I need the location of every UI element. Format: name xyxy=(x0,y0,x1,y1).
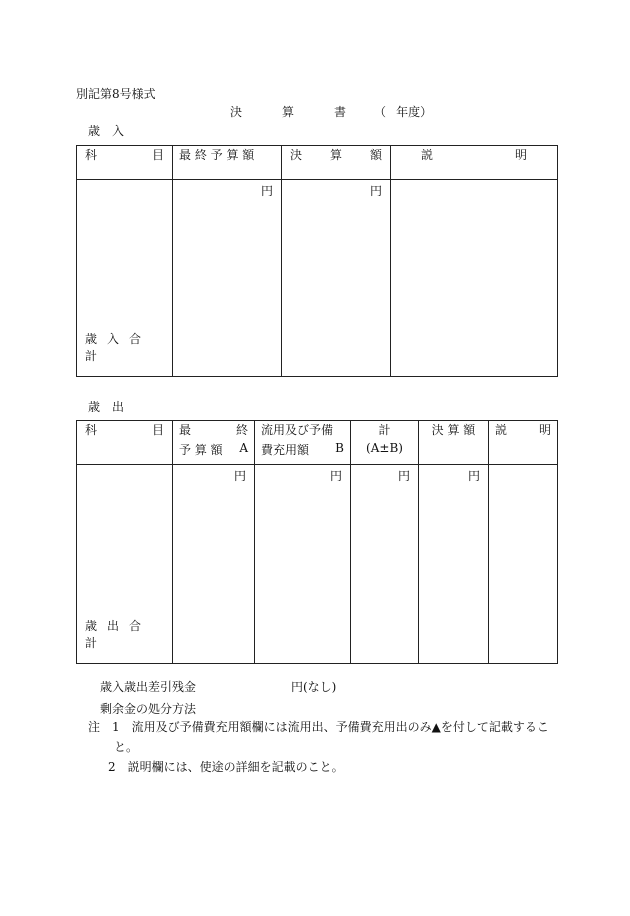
note-1-continuation: と。 xyxy=(114,740,139,754)
header-settlement: 決 算 額 xyxy=(419,421,489,465)
final-budget-cell xyxy=(173,180,282,377)
header-transfer-b: 流用及び予備 費充用額 B xyxy=(255,421,351,465)
balance-label: 歳入歳出差引残金 xyxy=(100,680,197,694)
revenue-section-label: 歳 入 xyxy=(88,124,125,138)
header-final-budget-a: 最 終 予 算 額 A xyxy=(173,421,255,465)
final-budget-cell xyxy=(173,465,255,664)
header-description: 説 明 xyxy=(391,146,558,180)
title-paren: （ xyxy=(374,105,387,119)
note-1 xyxy=(88,718,549,735)
note-1-prefix: 注 1 xyxy=(88,720,120,734)
yen-unit: 円 xyxy=(233,469,246,483)
form-number: 別記第8号様式 xyxy=(76,87,156,101)
header-sum: 計 (A±B) xyxy=(351,421,419,465)
settlement-cell xyxy=(419,465,489,664)
header-description: 説 明 xyxy=(489,421,558,465)
title-year: 年度） xyxy=(396,105,433,119)
note-1-text: 流用及び予備費充用額欄には流用出、予備費充用出のみ▲を付して記載するこ xyxy=(131,720,549,734)
header-settlement: 決 算 額 xyxy=(282,146,391,180)
document-title xyxy=(230,103,432,120)
balance-value: 円(なし) xyxy=(291,680,337,694)
title-char-3: 書 xyxy=(334,105,347,119)
expenditure-total-label: 歳出合計 xyxy=(85,619,152,650)
expenditure-table xyxy=(76,420,558,664)
yen-unit: 円 xyxy=(260,184,273,198)
yen-unit: 円 xyxy=(329,469,342,483)
revenue-total-label: 歳入合計 xyxy=(85,332,152,363)
title-char-2: 算 xyxy=(282,105,295,119)
header-subject: 科 目 xyxy=(77,421,173,465)
surplus-disposal-label: 剰余金の処分方法 xyxy=(100,702,197,716)
subject-cell xyxy=(77,180,173,377)
description-cell xyxy=(391,180,558,377)
header-final-budget: 最 終 予 算 額 xyxy=(173,146,282,180)
sum-cell xyxy=(351,465,419,664)
transfer-cell xyxy=(255,465,351,664)
yen-unit: 円 xyxy=(397,469,410,483)
subject-cell xyxy=(77,465,173,664)
description-cell xyxy=(489,465,558,664)
expenditure-section-label: 歳 出 xyxy=(88,400,125,414)
yen-unit: 円 xyxy=(467,469,480,483)
revenue-table xyxy=(76,145,558,377)
yen-unit: 円 xyxy=(369,184,382,198)
note-2: 2 説明欄には、使途の詳細を記載のこと。 xyxy=(108,760,344,774)
settlement-cell xyxy=(282,180,391,377)
title-char-1: 決 xyxy=(230,105,243,119)
header-subject: 科 目 xyxy=(77,146,173,180)
